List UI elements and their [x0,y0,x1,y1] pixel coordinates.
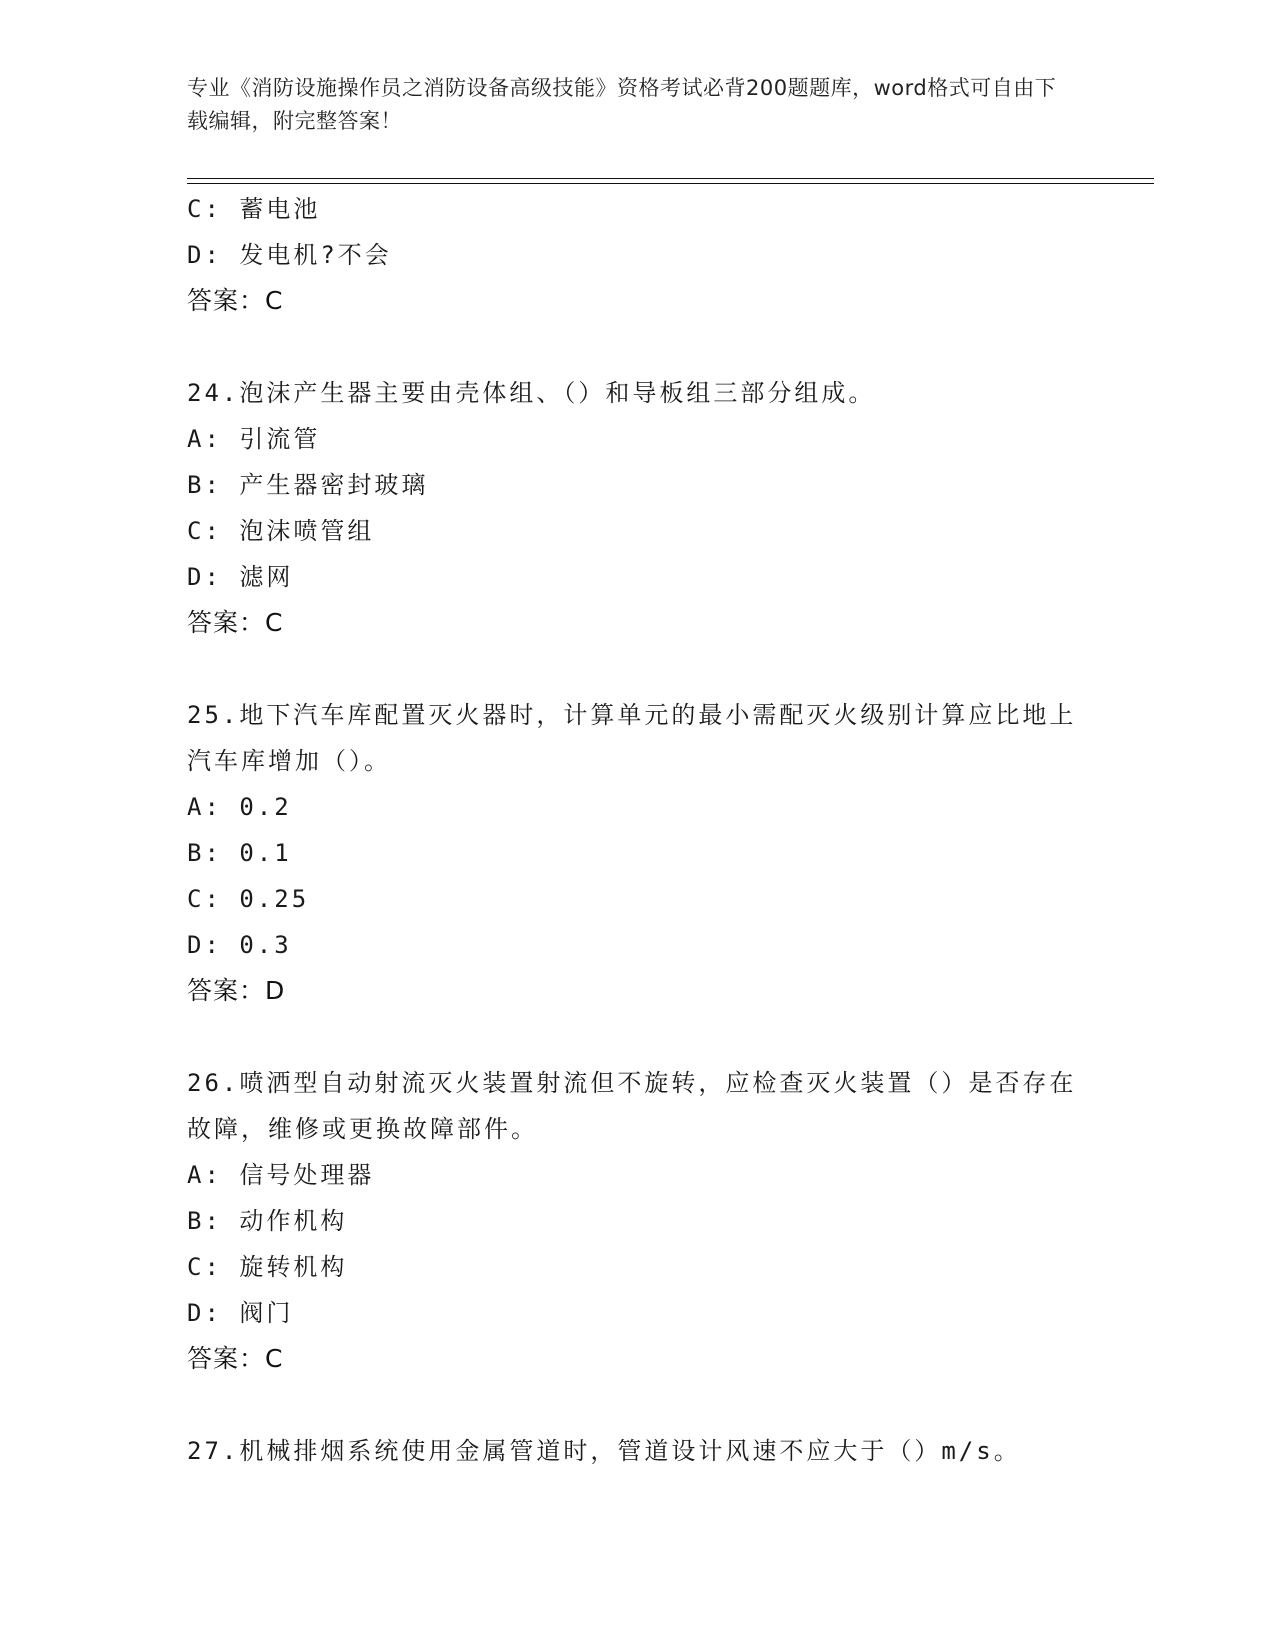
question-text: 25.地下汽车库配置灭火器时，计算单元的最小需配灭火级别计算应比地上汽车库增加（）。 [187,701,1077,775]
option-a: A: 引流管 [187,425,321,453]
answer-line: 答案：C [187,286,284,315]
option-b: B: 产生器密封玻璃 [187,471,429,499]
question-text: 26.喷洒型自动射流灭火装置射流但不旋转，应检查灭火装置（）是否存在故障，维修或更换故障部件。 [187,1069,1077,1143]
option-a: A: 0.2 [187,793,292,821]
option-a: A: 信号处理器 [187,1161,375,1189]
answer-line: 答案：C [187,1344,284,1373]
option-d: D: 0.3 [187,931,292,959]
question-block-26 [187,1060,1077,1382]
spacer [187,324,1077,370]
option-c: C: 泡沫喷管组 [187,517,375,545]
answer-line: 答案：D [187,976,286,1005]
option-d: D: 发电机?不会 [187,241,392,269]
option-d: D: 滤网 [187,563,294,591]
question-text: 27.机械排烟系统使用金属管道时，管道设计风速不应大于（）m/s。 [187,1437,1021,1465]
spacer [187,1382,1077,1428]
answer-line: 答案：C [187,608,284,637]
question-block-prev [187,186,1077,324]
header-text: 专业《消防设施操作员之消防设备高级技能》资格考试必背200题题库，word格式可自由下载编辑，附完整答案！ [187,76,1057,133]
header-rule-bottom [187,183,1154,184]
option-c: C: 旋转机构 [187,1253,348,1281]
option-b: B: 动作机构 [187,1207,348,1235]
question-list [187,186,1077,1474]
question-block-25 [187,692,1077,1014]
option-d: D: 阀门 [187,1299,294,1327]
spacer [187,1014,1077,1060]
header-rule-top [187,178,1154,179]
option-c: C: 0.25 [187,885,310,913]
option-b: B: 0.1 [187,839,292,867]
spacer [187,646,1077,692]
question-block-27 [187,1428,1077,1474]
question-block-24 [187,370,1077,646]
option-c: C: 蓄电池 [187,195,321,223]
document-header [187,72,1067,138]
question-text: 24.泡沫产生器主要由壳体组、（）和导板组三部分组成。 [187,379,876,407]
